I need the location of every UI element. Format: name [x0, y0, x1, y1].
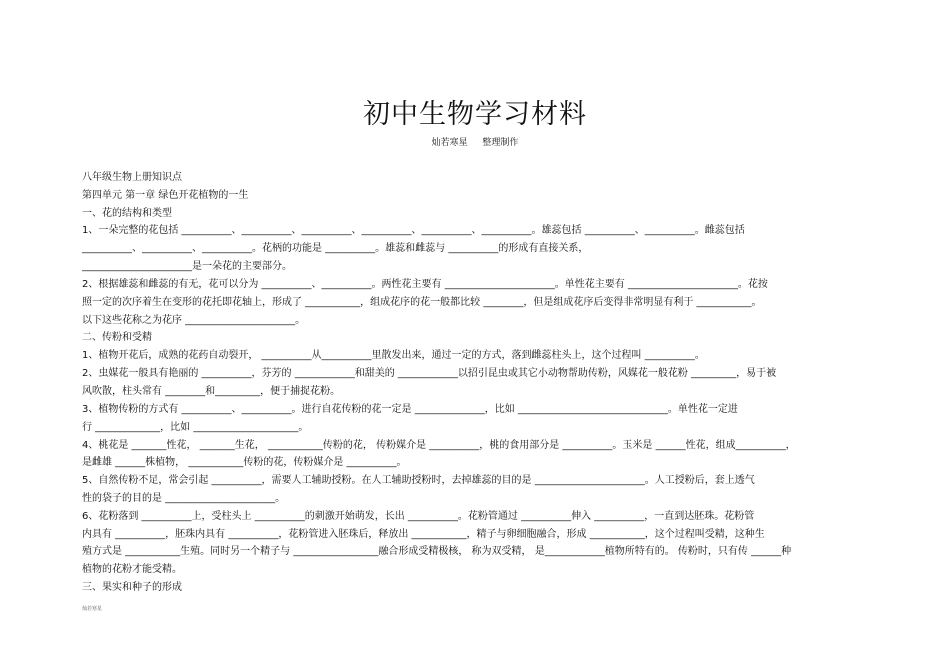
- section-heading: 一、花的结构和类型: [82, 208, 172, 219]
- text-line: 4、桃花是 _______性花， _______生花， ___________传粉的花， 传粉媒介是 __________，桃的食用部分是 __________。玉米是 ______性花，组成__________，: [82, 440, 796, 451]
- text-line: 6、花粉落到 __________上，受柱头上 __________的刺激开始萌发，长出 __________。花粉管通过 __________伸入 __________，一直到达胚珠。花粉管: [82, 511, 755, 522]
- footer-label: 灿若寒星: [82, 606, 103, 612]
- document-title: 初中生物学习材料: [363, 99, 587, 130]
- text-line: 是雌雄 ______株植物， ___________传粉的花，传粉媒介是 __________。: [82, 457, 407, 468]
- text-line: 2、虫媒花一般具有艳丽的 __________，芬芳的 ____________和甜美的 ____________以招引昆虫或其它小动物帮助传粉，风媒花一般花粉 _________，易于被: [82, 368, 777, 379]
- text-line: __________、__________、__________。花柄的功能是 __________。雄蕊和雌蕊与 __________的形成有直接关系，: [82, 243, 589, 254]
- section-heading: 二、传粉和受精: [82, 332, 152, 343]
- text-line: 2、根据雄蕊和雌蕊的有无，花可以分为 __________、__________。两性花主要有 ______________________。单性花主要有 ______________________。花按: [82, 279, 768, 290]
- text-line: 照一定的次序着生在变形的花托即花轴上，形成了 ___________，组成花序的花一般都比较 ________，但是组成花序后变得非常明显有利于 ___________。: [82, 297, 762, 308]
- text-line: 行 _____________，比如 _____________________。: [82, 422, 309, 433]
- text-line: 3、植物传粉的方式有 __________、__________。进行自花传粉的花一定是 ______________，比如 ______________________________。单性花一定进: [82, 404, 738, 415]
- text-line: 第四单元 第一章 绿色开花植物的一生: [82, 190, 249, 201]
- text-line: 性的袋子的目的是 ______________________。: [82, 493, 286, 504]
- text-line: ______________________是一朵花的主要部分。: [82, 261, 292, 272]
- text-line: 5、自然传粉不足，常会引起 __________，需要人工辅助授粉。在人工辅助授粉时，去掉雄蕊的目的是 ______________________。人工授粉后，套上透气: [82, 475, 755, 486]
- text-line: 1、一朵完整的花包括 __________、__________、__________、__________、__________、__________。雄蕊包括 __________、__________。雌蕊包括: [82, 225, 745, 236]
- section-heading: 三、果实和种子的形成: [82, 582, 182, 593]
- text-line: 内具有 __________，胚珠内具有 __________，花粉管进入胚珠后，释放出 ___________，精子与卵细胞融合，形成 ___________，这个过程叫受精，这种生: [82, 529, 765, 540]
- text-line: 以下这些花称之为花序 ______________________。: [82, 315, 306, 326]
- text-line: 风吹散，柱头常有 ________和_________，便于捕捉花粉。: [82, 386, 341, 397]
- author-line: 灿若寒星 整理制作: [431, 138, 519, 148]
- text-line: 八年级生物上册知识点: [82, 172, 182, 183]
- text-line: 植物的花粉才能受精。: [82, 564, 182, 575]
- text-line: 1、植物开花后，成熟的花药自动裂开， __________从__________里散发出来，通过一定的方式，落到雌蕊柱头上，这个过程叫 __________。: [82, 350, 705, 361]
- text-line: 殖方式是 ___________生殖。同时另一个精子与 _________________融合形成受精极核， 称为双受精， 是____________植物所特有的。 传粉时，只有传 ______种: [82, 546, 792, 557]
